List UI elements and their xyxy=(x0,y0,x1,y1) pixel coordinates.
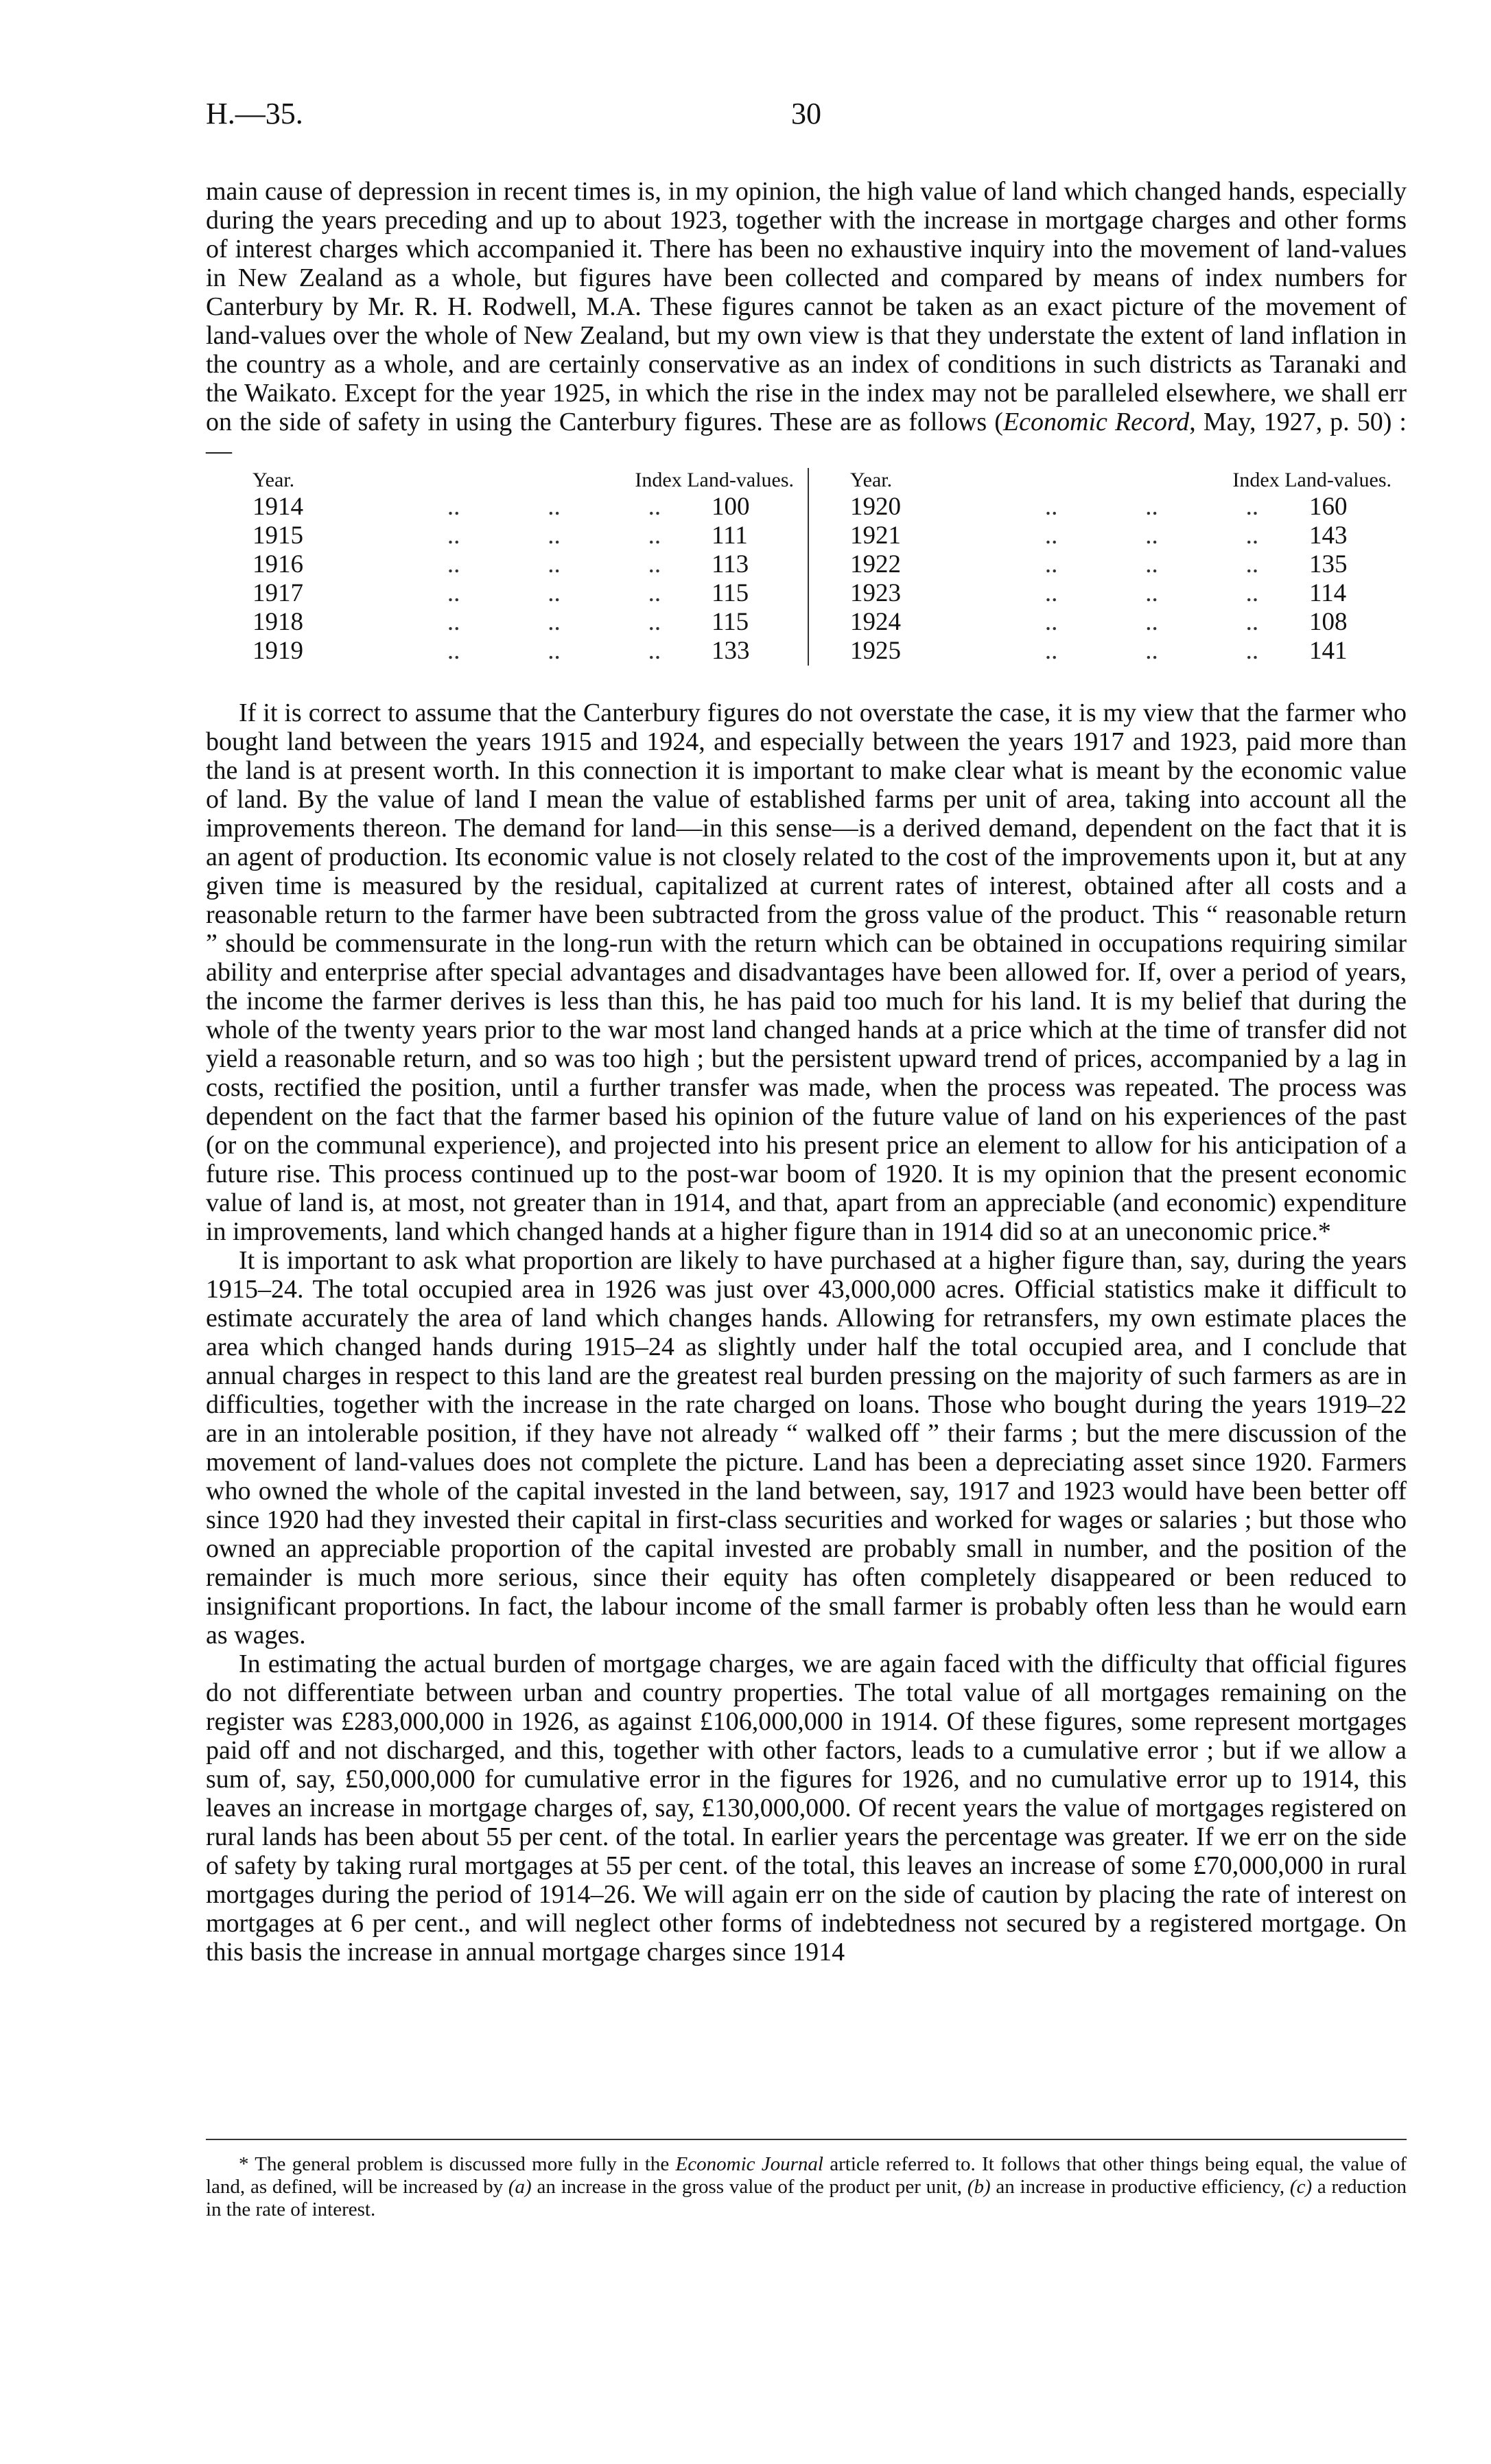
citation-detail: , May, 1927, p. 50) :— xyxy=(206,408,1407,465)
table-row xyxy=(850,579,1392,608)
table-row xyxy=(253,550,794,579)
table-row xyxy=(253,637,794,666)
leader-dots: .. .. .. xyxy=(447,637,661,665)
leader-dots: .. .. .. xyxy=(447,493,661,521)
leader-dots: .. .. .. xyxy=(447,579,661,607)
table-row xyxy=(850,550,1392,579)
table-row xyxy=(253,521,794,550)
year-cell: 1917 xyxy=(253,579,303,607)
index-value-cell: 100 xyxy=(712,493,750,521)
year-cell: 1921 xyxy=(850,521,901,550)
page-number: 30 xyxy=(791,97,821,130)
index-value-cell: 141 xyxy=(1309,637,1348,665)
index-value-cell: 115 xyxy=(712,579,749,607)
leader-dots: .. .. .. xyxy=(1044,493,1259,521)
year-cell: 1916 xyxy=(253,550,303,578)
table-row xyxy=(850,521,1392,550)
table-left-half xyxy=(253,468,809,666)
index-value-cell: 160 xyxy=(1309,493,1348,521)
year-cell: 1923 xyxy=(850,579,901,607)
index-value-cell: 133 xyxy=(712,637,750,665)
index-value-cell: 143 xyxy=(1309,521,1348,550)
leader-dots: .. .. .. xyxy=(1044,637,1259,665)
year-cell: 1920 xyxy=(850,493,901,521)
footnote-text: a reduction in the rate of interest. xyxy=(206,2176,1407,2220)
index-value-cell: 111 xyxy=(712,521,748,550)
year-cell: 1919 xyxy=(253,637,303,665)
col-header-index: Index Land-values. xyxy=(1232,469,1392,491)
footnote-text: article referred to. It follows that other things being equal, the value of land, as defined, will be increased by xyxy=(206,2153,1407,2198)
index-value-cell: 108 xyxy=(1309,608,1348,636)
index-value-cell: 114 xyxy=(1309,579,1347,607)
footnote-item-a: (a) xyxy=(508,2176,532,2198)
footnote-text: an increase in productive efficiency, xyxy=(990,2176,1290,2198)
table-row xyxy=(253,608,794,637)
page-body xyxy=(206,177,1407,1967)
col-header-index: Index Land-values. xyxy=(635,469,794,491)
footnote-item-b: (b) xyxy=(967,2176,991,2198)
year-cell: 1924 xyxy=(850,608,901,636)
footnote xyxy=(206,2153,1407,2221)
year-cell: 1918 xyxy=(253,608,303,636)
table-row xyxy=(850,608,1392,637)
index-value-cell: 135 xyxy=(1309,550,1348,578)
footnote-divider xyxy=(206,2139,1407,2140)
body-paragraph: If it is correct to assume that the Canterbury figures do not overstate the case, it is my view that the farmer who bought land between the years 1915 and 1924, and especially between the years 1917 and 1923, paid more than the land is at present worth. In this connection it is important to make clear what is meant by the economic value of land. By the value of land I mean the value of established farms per unit of area, taking into account all the improvements thereon. The demand for land—in this sense—is a derived demand, dependent on the fact that it is an agent of production. Its economic value is not closely related to the cost of the improvements upon it, but at any given time is measured by the residual, capitalized at current rates of interest, obtained after all costs and a reasonable return to the farmer have been subtracted from the gross value of the product. This “ reasonable return ” should be commensurate in the long-run with the return which can be obtained in occupations requiring similar ability and enterprise after special advantages and disadvantages have been allowed for. If, over a period of years, the income the farmer derives is less than this, he has paid too much for his land. It is my belief that during the whole of the twenty years prior to the war most land changed hands at a price which at the time of transfer did not yield a reasonable return, and so was too high ; but the persistent upward trend of prices, accompanied by a lag in costs, rectified the position, until a further transfer was made, when the process was repeated. The process was dependent on the fact that the farmer based his opinion of the future value of land on his experiences of the past (or on the communal experience), and projected into his present price an element to allow for his anticipation of a future rise. This process continued up to the post-war boom of 1920. It is my opinion that the present economic value of land is, at most, not greater than in 1914, and that, apart from an appreciable (and economic) expenditure in improvements, land which changed hands at a higher figure than in 1914 did so at an uneconomic price.* xyxy=(206,699,1407,1246)
table-right-half xyxy=(809,468,1392,666)
footnote-item-c: (c) xyxy=(1289,2176,1313,2198)
year-cell: 1922 xyxy=(850,550,901,578)
leader-dots: .. .. .. xyxy=(1044,608,1259,636)
page-header xyxy=(206,96,1407,137)
index-value-cell: 113 xyxy=(712,550,749,578)
citation-title: Economic Record xyxy=(1002,408,1190,436)
leader-dots: .. .. .. xyxy=(1044,579,1259,607)
year-cell: 1914 xyxy=(253,493,303,521)
col-header-year: Year. xyxy=(253,469,295,491)
body-paragraph: It is important to ask what proportion are likely to have purchased at a higher figure than, say, during the years 1915–24. The total occupied area in 1926 was just over 43,000,000 acres. Official statistics make it difficult to estimate accurately the area of land which changes hands. Allowing for retransfers, my own estimate places the area which changed hands during 1915–24 as slightly under half the total occupied area, and I conclude that annual charges in respect to this land are the greatest real burden pressing on the majority of such farmers as are in difficulties, together with the increase in the rate charged on loans. Those who bought during the years 1919–22 are in an intolerable position, if they have not already “ walked off ” their farms ; but the mere discussion of the movement of land-values does not complete the picture. Land has been a depreciating asset since 1920. Farmers who owned the whole of the capital invested in the land between, say, 1917 and 1923 would have been better off since 1920 had they invested their capital in first-class securities and worked for wages or salaries ; but those who owned an appreciable proportion of the capital invested are probably small in number, and the position of the remainder is much more serious, since their equity has often completely disappeared or been reduced to insignificant proportions. In fact, the labour income of the small farmer is probably often less than he would earn as wages. xyxy=(206,1246,1407,1650)
leader-dots: .. .. .. xyxy=(1044,550,1259,578)
intro-text: main cause of depression in recent times is, in my opinion, the high value of land which changed hands, especially during the years preceding and up to about 1923, together with the increase in mortgage charges and other forms of interest charges which accompanied it. There has been no exhaustive inquiry into the movement of land-values in New Zealand as a whole, but figures have been collected and compared by means of index numbers for Canterbury by Mr. R. H. Rodwell, M.A. These figures cannot be taken as an exact picture of the movement of land-values over the whole of New Zealand, but my own view is that they understate the extent of land inflation in the country as a whole, and are certainly conservative as an index of conditions in such districts as Taranaki and the Waikato. Except for the year 1925, in which the rise in the index may not be paralleled elsewhere, we shall err on the side of safety in using the Canterbury figures. These are as follows ( xyxy=(206,177,1407,436)
footnote-text: * The general problem is discussed more fully in the xyxy=(239,2153,676,2175)
index-value-cell: 115 xyxy=(712,608,749,636)
land-values-table xyxy=(253,468,1392,666)
body-paragraph: In estimating the actual burden of mortgage charges, we are again faced with the difficulty that official figures do not differentiate between urban and country properties. The total value of all mortgages remaining on the register was £283,000,000 in 1926, as against £106,000,000 in 1914. Of these figures, some represent mortgages paid off and not discharged, and this, together with other factors, leads to a cumulative error ; but if we allow a sum of, say, £50,000,000 for cumulative error in the figures for 1926, and no cumulative error up to 1914, this leaves an increase in mortgage charges of, say, £130,000,000. Of recent years the value of mortgages registered on rural lands has been about 55 per cent. of the total. In earlier years the percentage was greater. If we err on the side of safety by taking rural mortgages at 55 per cent. of the total, this leaves an increase of some £70,000,000 in rural mortgages during the period of 1914–26. We will again err on the side of caution by placing the rate of interest on mortgages at 6 per cent., and will neglect other forms of indebtedness not secured by a registered mortgage. On this basis the increase in annual mortgage charges since 1914 xyxy=(206,1650,1407,1967)
leader-dots: .. .. .. xyxy=(447,521,661,550)
table-row xyxy=(253,493,794,521)
intro-paragraph xyxy=(206,177,1407,465)
leader-dots: .. .. .. xyxy=(447,550,661,578)
document-reference: H.—35. xyxy=(206,97,303,130)
table-row xyxy=(850,637,1392,666)
leader-dots: .. .. .. xyxy=(1044,521,1259,550)
year-cell: 1915 xyxy=(253,521,303,550)
table-row xyxy=(253,579,794,608)
footnote-text: an increase in the gross value of the product per unit, xyxy=(531,2176,967,2198)
col-header-year: Year. xyxy=(850,469,893,491)
year-cell: 1925 xyxy=(850,637,901,665)
footnote-journal: Economic Journal xyxy=(675,2153,823,2175)
table-row xyxy=(850,493,1392,521)
leader-dots: .. .. .. xyxy=(447,608,661,636)
